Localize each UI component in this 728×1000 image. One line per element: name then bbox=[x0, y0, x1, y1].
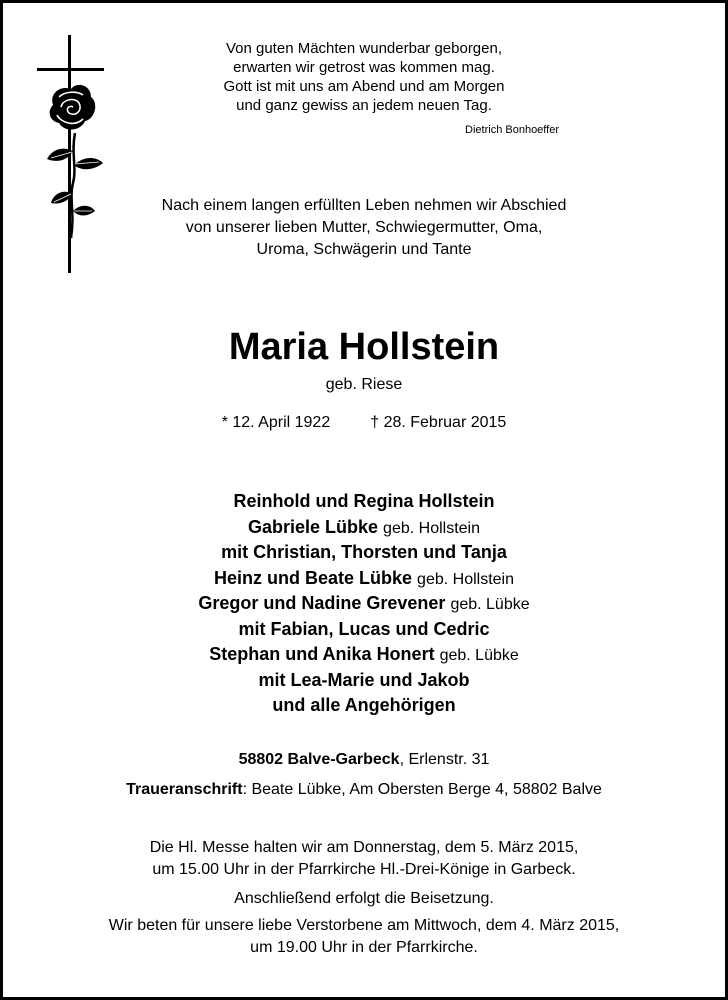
family-birth-note: geb. Hollstein bbox=[417, 570, 514, 588]
prayer-line: Wir beten für unsere liebe Verstorbene am Mittwoch, dem 4. März 2015, bbox=[108, 917, 620, 934]
poem-author: Dietrich Bonhoeffer bbox=[465, 124, 559, 136]
mourning-label: Traueranschrift bbox=[126, 781, 243, 798]
birth-date: * 12. April 1922 bbox=[221, 414, 331, 431]
family-names: Gabriele Lübke bbox=[247, 516, 379, 537]
family-line bbox=[3, 668, 725, 693]
family-names: Heinz und Beate Lübke bbox=[214, 567, 413, 588]
poem-line: erwarten wir getrost was kommen mag. bbox=[233, 59, 495, 76]
poem-line: Gott ist mit uns am Abend und am Morgen bbox=[223, 78, 505, 95]
intro-line: Nach einem langen erfüllten Leben nehmen wir Abschied bbox=[161, 197, 567, 214]
residence-town: 58802 Balve-Garbeck bbox=[238, 751, 400, 768]
family-names: mit Christian, Thorsten und Tanja bbox=[221, 542, 507, 562]
family-line bbox=[3, 642, 725, 668]
mass-line: um 15.00 Uhr in der Pfarrkirche Hl.-Drei-Könige in Garbeck. bbox=[152, 861, 576, 878]
residence-address bbox=[3, 748, 725, 772]
burial-line: Anschließend erfolgt die Beisetzung. bbox=[234, 890, 494, 907]
prayer-line: um 19.00 Uhr in der Pfarrkirche. bbox=[250, 939, 478, 956]
family-line bbox=[3, 540, 725, 565]
life-dates bbox=[3, 414, 725, 432]
family-names: mit Fabian, Lucas und Cedric bbox=[238, 618, 490, 639]
death-date: † 28. Februar 2015 bbox=[370, 414, 507, 431]
family-line bbox=[3, 617, 725, 642]
family-line bbox=[3, 693, 725, 718]
intro-line: Uroma, Schwägerin und Tante bbox=[256, 241, 472, 258]
family-names: Reinhold und Regina Hollstein bbox=[233, 491, 495, 511]
mourning-address bbox=[3, 778, 725, 802]
family-birth-note: geb. Hollstein bbox=[383, 519, 480, 537]
mourning-value: : Beate Lübke, Am Obersten Berge 4, 58802 Balve bbox=[242, 781, 602, 798]
family-names: Stephan und Anika Honert bbox=[209, 644, 435, 664]
family-birth-note: geb. Lübke bbox=[439, 647, 519, 664]
family-line bbox=[3, 591, 725, 617]
family-line bbox=[3, 515, 725, 541]
deceased-name: Maria Hollstein bbox=[228, 326, 500, 368]
residence-street: , Erlenstr. 31 bbox=[399, 751, 490, 768]
family-names: mit Lea-Marie und Jakob bbox=[258, 669, 470, 690]
birth-name: geb. Riese bbox=[325, 376, 403, 393]
mass-line: Die Hl. Messe halten wir am Donnerstag, dem 5. März 2015, bbox=[149, 839, 579, 856]
intro-line: von unserer lieben Mutter, Schwiegermutter, Oma, bbox=[185, 219, 543, 236]
family-line bbox=[3, 489, 725, 514]
family-birth-note: geb. Lübke bbox=[450, 596, 530, 613]
family-names: und alle Angehörigen bbox=[272, 695, 456, 715]
family-names: Gregor und Nadine Grevener bbox=[198, 593, 446, 613]
poem-line: und ganz gewiss an jedem neuen Tag. bbox=[236, 97, 492, 114]
family-line bbox=[3, 566, 725, 592]
poem-line: Von guten Mächten wunderbar geborgen, bbox=[225, 40, 503, 57]
